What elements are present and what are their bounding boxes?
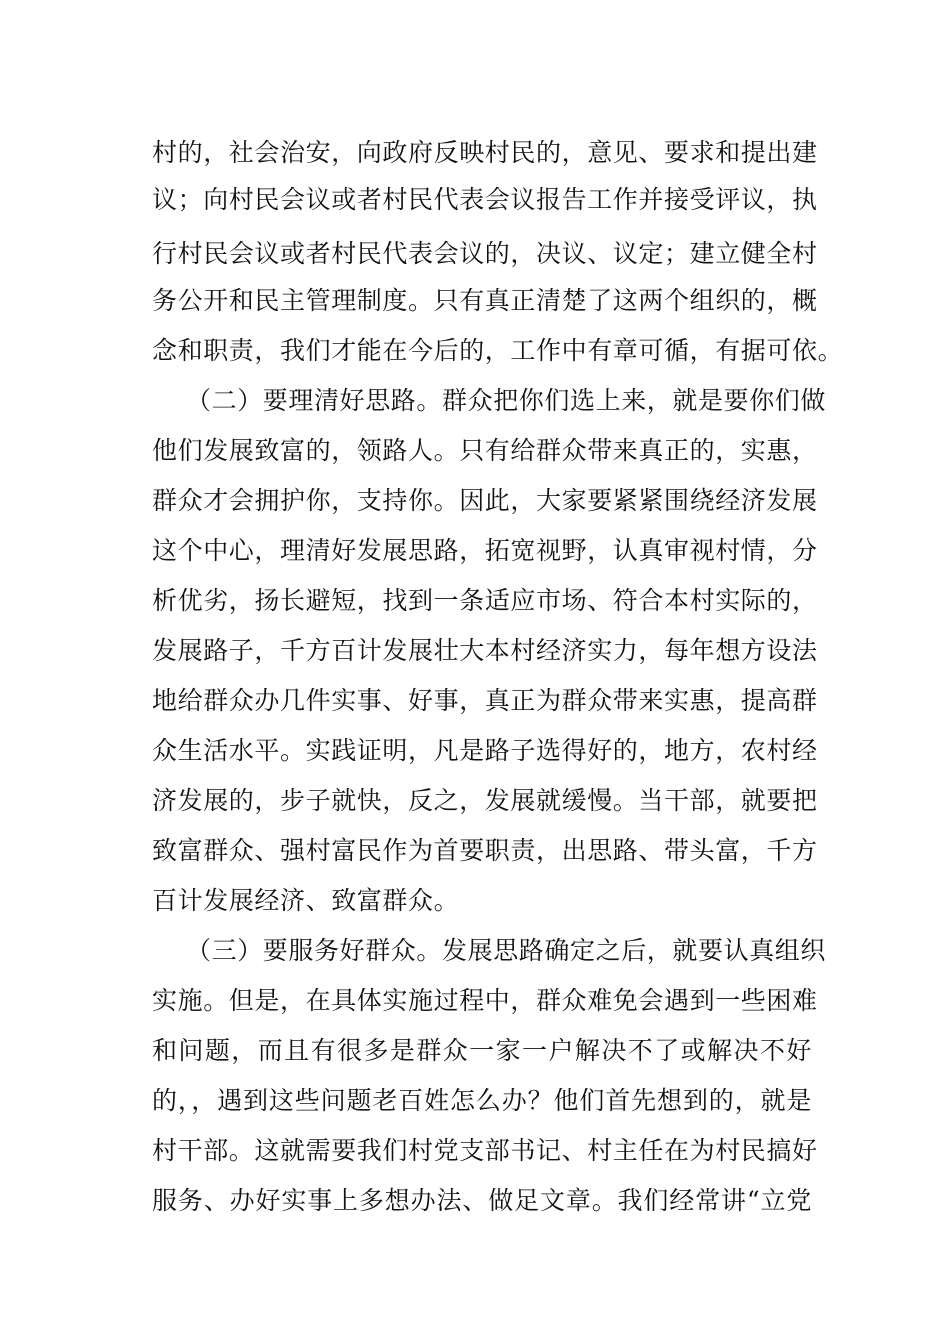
- body-line-5: 念和职责，我们才能在今后的，工作中有章可循，有据可依。: [152, 336, 844, 365]
- body-line-2: 议；向村民会议或者村民代表会议报告工作并接受评议，执: [152, 185, 818, 214]
- body-line-18: 实施。但是，在具体实施过程中，群众难免会遇到一些困难: [152, 986, 818, 1015]
- section-2-heading-line: （二）要理清好思路。群众把你们选上来，就是要你们做: [186, 386, 827, 415]
- body-line-22: 服务、办好实事上多想办法、做足文章。我们经常讲“立党: [152, 1186, 812, 1215]
- body-line-9: 这个中心，理清好发展思路，拓宽视野，认真审视村情，分: [152, 536, 818, 565]
- body-line-16: 百计发展经济、致富群众。: [152, 886, 460, 915]
- body-line-13: 众生活水平。实践证明，凡是路子选得好的，地方，农村经: [152, 736, 818, 765]
- body-line-7: 他们发展致富的，领路人。只有给群众带来真正的，实惠，: [152, 436, 818, 465]
- body-line-14: 济发展的，步子就快，反之，发展就缓慢。当干部，就要把: [152, 786, 818, 815]
- body-line-4: 务公开和民主管理制度。只有真正清楚了这两个组织的，概: [152, 286, 818, 315]
- body-line-15: 致富群众、强村富民作为首要职责，出思路、带头富，千方: [152, 836, 818, 865]
- body-line-8: 群众才会拥护你，支持你。因此，大家要紧紧围绕经济发展: [152, 486, 818, 515]
- body-line-12: 地给群众办几件实事、好事，真正为群众带来实惠，提高群: [152, 686, 818, 715]
- body-line-20: 的，，遇到这些问题老百姓怎么办？他们首先想到的，就是: [152, 1086, 812, 1115]
- body-line-3: 行村民会议或者村民代表会议的，决议、议定；建立健全村: [152, 239, 818, 268]
- body-line-1: 村的，社会治安，向政府反映村民的，意见、要求和提出建: [152, 138, 818, 167]
- section-3-heading-line: （三）要服务好群众。发展思路确定之后，就要认真组织: [186, 936, 827, 965]
- body-line-19: 和问题，而且有很多是群众一家一户解决不了或解决不好: [152, 1036, 812, 1065]
- body-line-21: 村干部。这就需要我们村党支部书记、村主任在为村民搞好: [152, 1136, 818, 1165]
- body-line-11: 发展路子，千方百计发展壮大本村经济实力，每年想方设法: [152, 636, 818, 665]
- body-line-10: 析优劣，扬长避短，找到一条适应市场、符合本村实际的，: [152, 586, 818, 615]
